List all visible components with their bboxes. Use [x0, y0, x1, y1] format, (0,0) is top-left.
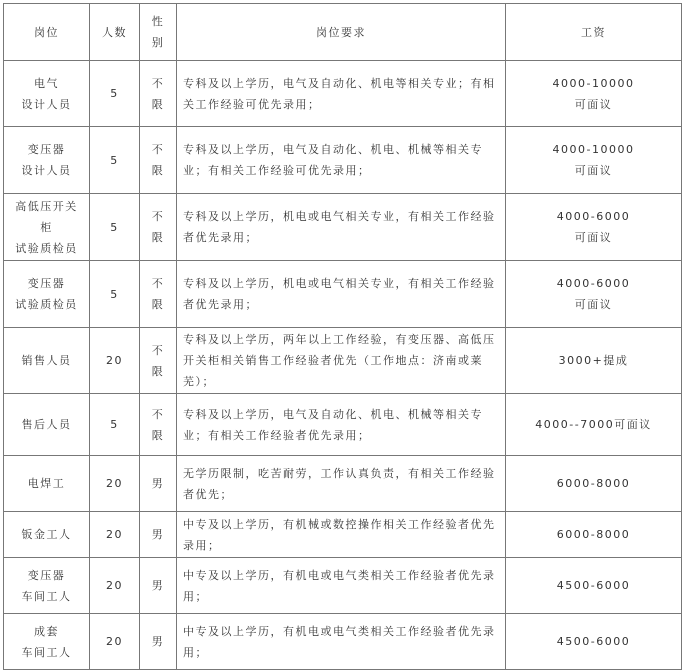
cell-gender: 不限: [140, 328, 177, 394]
cell-requirements: 专科及以上学历，电气及自动化、机电、机械等相关专业；有相关工作经验可优先录用；: [177, 127, 506, 194]
cell-count: 5: [90, 394, 140, 456]
cell-count: 5: [90, 61, 140, 127]
cell-requirements: 中专及以上学历，有机械或数控操作相关工作经验者优先录用；: [177, 512, 506, 558]
cell-salary: 4000--7000可面议: [506, 394, 682, 456]
cell-requirements: 专科及以上学历，两年以上工作经验，有变压器、高低压开关柜相关销售工作经验者优先（工作地点：济南或莱芜）；: [177, 328, 506, 394]
cell-requirements: 专科及以上学历，机电或电气相关专业，有相关工作经验者优先录用；: [177, 261, 506, 328]
header-count: 人数: [90, 4, 140, 61]
cell-gender: 男: [140, 558, 177, 614]
cell-position: 变压器 车间工人: [4, 558, 90, 614]
cell-salary: 4000-10000 可面议: [506, 61, 682, 127]
table-row: [4, 194, 682, 261]
cell-gender: 不限: [140, 194, 177, 261]
cell-gender: 不限: [140, 127, 177, 194]
cell-requirements: 中专及以上学历，有机电或电气类相关工作经验者优先录用；: [177, 614, 506, 670]
cell-count: 5: [90, 261, 140, 328]
table-row: [4, 456, 682, 512]
cell-count: 20: [90, 558, 140, 614]
table-row: [4, 558, 682, 614]
cell-gender: 不限: [140, 394, 177, 456]
cell-position: 售后人员: [4, 394, 90, 456]
header-position: 岗位: [4, 4, 90, 61]
cell-requirements: 专科及以上学历，电气及自动化、机电、机械等相关专业；有相关工作经验者优先录用；: [177, 394, 506, 456]
cell-count: 20: [90, 614, 140, 670]
cell-gender: 男: [140, 614, 177, 670]
cell-salary: 3000+提成: [506, 328, 682, 394]
cell-count: 20: [90, 456, 140, 512]
cell-position: 变压器 设计人员: [4, 127, 90, 194]
cell-position: 电气 设计人员: [4, 61, 90, 127]
table-row: [4, 328, 682, 394]
cell-gender: 男: [140, 512, 177, 558]
cell-gender: 不限: [140, 61, 177, 127]
header-gender: 性别: [140, 4, 177, 61]
cell-gender: 不限: [140, 261, 177, 328]
cell-position: 变压器 试验质检员: [4, 261, 90, 328]
cell-salary: 4000-6000 可面议: [506, 194, 682, 261]
table-header-row: [4, 4, 682, 61]
table-row: [4, 614, 682, 670]
table-row: [4, 61, 682, 127]
cell-position: 钣金工人: [4, 512, 90, 558]
cell-salary: 4000-10000 可面议: [506, 127, 682, 194]
cell-requirements: 无学历限制，吃苦耐劳，工作认真负责，有相关工作经验者优先；: [177, 456, 506, 512]
cell-count: 20: [90, 328, 140, 394]
job-table: [3, 3, 682, 670]
cell-requirements: 专科及以上学历，机电或电气相关专业，有相关工作经验者优先录用；: [177, 194, 506, 261]
cell-position: 销售人员: [4, 328, 90, 394]
cell-count: 5: [90, 127, 140, 194]
cell-salary: 4000-6000 可面议: [506, 261, 682, 328]
table-row: [4, 261, 682, 328]
cell-salary: 4500-6000: [506, 558, 682, 614]
cell-salary: 6000-8000: [506, 512, 682, 558]
cell-salary: 4500-6000: [506, 614, 682, 670]
table-row: [4, 127, 682, 194]
cell-salary: 6000-8000: [506, 456, 682, 512]
cell-count: 20: [90, 512, 140, 558]
cell-position: 高低压开关柜 试验质检员: [4, 194, 90, 261]
table-body: [4, 61, 682, 670]
cell-requirements: 中专及以上学历，有机电或电气类相关工作经验者优先录用；: [177, 558, 506, 614]
cell-requirements: 专科及以上学历，电气及自动化、机电等相关专业；有相关工作经验可优先录用；: [177, 61, 506, 127]
cell-position: 成套 车间工人: [4, 614, 90, 670]
header-salary: 工资: [506, 4, 682, 61]
table-row: [4, 394, 682, 456]
cell-position: 电焊工: [4, 456, 90, 512]
cell-count: 5: [90, 194, 140, 261]
header-requirements: 岗位要求: [177, 4, 506, 61]
table-row: [4, 512, 682, 558]
cell-gender: 男: [140, 456, 177, 512]
